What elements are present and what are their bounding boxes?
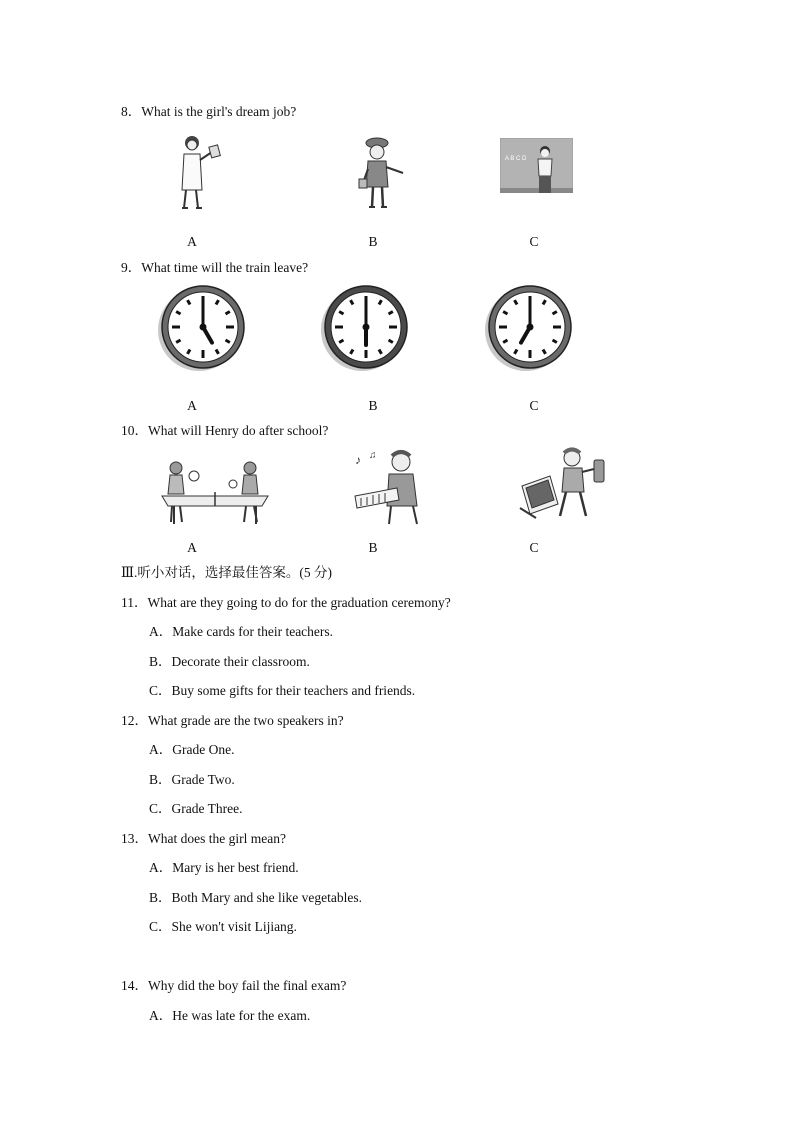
svg-text:♪: ♪ [355, 453, 361, 467]
q11-option-b: B．Decorate their classroom. [149, 654, 310, 669]
table-tennis-picture [160, 458, 270, 528]
question-9: 9．What time will the train leave? [121, 260, 309, 275]
q12-option-b: B．Grade Two. [149, 772, 235, 787]
q13-option-b: B．Both Mary and she like vegetables. [149, 890, 362, 905]
police-officer-picture [355, 135, 409, 213]
q8-label-b: B [368, 234, 378, 249]
clock-a [153, 283, 249, 373]
svg-text:♫: ♫ [369, 450, 377, 461]
q8-label-a: A [187, 234, 197, 249]
clock-c-face [485, 286, 571, 371]
clock-center [527, 324, 534, 331]
question-11: 11．What are they going to do for the graduation ceremony? [121, 595, 451, 610]
q12-option-a: A．Grade One. [149, 742, 235, 757]
q12-option-c: C．Grade Three. [149, 801, 243, 816]
teacher-picture [500, 138, 573, 193]
q11-option-c: C．Buy some gifts for their teachers and friends. [149, 683, 416, 698]
piano-picture [351, 446, 423, 528]
question-8: 8．What is the girl's dream job? [121, 104, 297, 119]
q9-label-b: B [368, 398, 378, 413]
clock-b-face [321, 286, 407, 371]
clock-c [480, 283, 576, 373]
section-3-title: Ⅲ.听小对话，选择最佳答案。(5 分) [121, 565, 333, 580]
q10-label-c: C [529, 540, 539, 555]
q13-option-a: A．Mary is her best friend. [149, 860, 299, 875]
q9-label-a: A [187, 398, 197, 413]
q10-label-b: B [368, 540, 378, 555]
clock-a-face [158, 286, 244, 371]
q8-label-c: C [529, 234, 539, 249]
question-12: 12．What grade are the two speakers in? [121, 713, 344, 728]
q11-option-a: A．Make cards for their teachers. [149, 624, 334, 639]
question-10: 10．What will Henry do after school? [121, 423, 329, 438]
doctor-picture [172, 130, 228, 212]
q14-option-a: A．He was late for the exam. [149, 1008, 311, 1023]
question-13: 13．What does the girl mean? [121, 831, 286, 846]
q9-label-c: C [529, 398, 539, 413]
q10-label-a: A [187, 540, 197, 555]
computer-picture [516, 446, 610, 524]
question-14: 14．Why did the boy fail the final exam? [121, 978, 347, 993]
clock-center [200, 324, 207, 331]
blackboard-text: A B C D [505, 156, 527, 162]
clock-center [363, 324, 370, 331]
clock-b [316, 283, 412, 373]
q13-option-c: C．She won't visit Lijiang. [149, 919, 297, 934]
